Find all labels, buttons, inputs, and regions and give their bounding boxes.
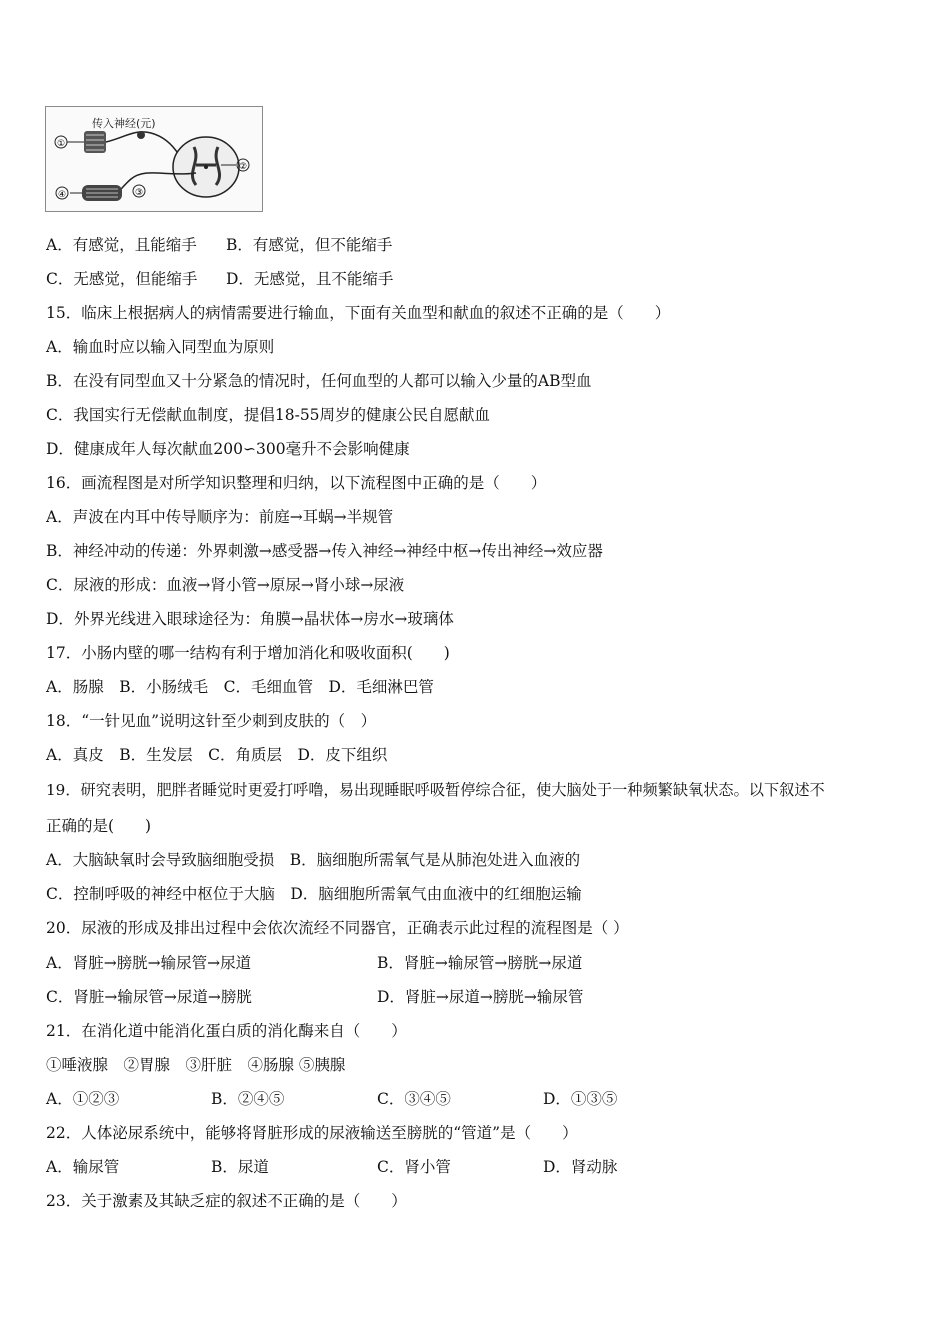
q19-stem-line1: 19．研究表明，肥胖者睡觉时更爱打呼噜，易出现睡眠呼吸暂停综合征，使大脑处于一种频繁缺氧状态。以下叙述不 [46, 781, 825, 799]
figure-label-1: ① [56, 139, 66, 149]
q15-option-b: B．在没有同型血又十分紧急的情况时，任何血型的人都可以输入少量的AB型血 [46, 372, 592, 390]
reflex-arc-diagram [46, 107, 262, 211]
q22-option-c: C．肾小管 [377, 1158, 451, 1176]
q16-option-c: C．尿液的形成：血液→肾小管→原尿→肾小球→尿液 [46, 576, 405, 594]
q22-option-a: A．输尿管 [46, 1158, 120, 1176]
q17-stem: 17．小肠内壁的哪一结构有利于增加消化和吸收面积( ) [46, 644, 450, 662]
q18-options: A．真皮 B．生发层 C．角质层 D．皮下组织 [46, 746, 388, 764]
figure-label-2: ② [238, 162, 248, 172]
q20-option-b: B．肾脏→输尿管→膀胱→尿道 [377, 954, 583, 972]
q19-options-ab: A．大脑缺氧时会导致脑细胞受损 B．脑细胞所需氧气是从肺泡处进入血液的 [46, 851, 581, 869]
q21-items: ①唾液腺 ②胃腺 ③肝脏 ④肠腺 ⑤胰腺 [46, 1056, 346, 1074]
q15-option-a: A．输血时应以输入同型血为原则 [46, 338, 275, 356]
q15-stem: 15．临床上根据病人的病情需要进行输血，下面有关血型和献血的叙述不正确的是（ ） [46, 304, 671, 322]
figure-label-3: ③ [134, 188, 144, 198]
q16-option-a: A．声波在内耳中传导顺序为：前庭→耳蜗→半规管 [46, 508, 394, 526]
q14-option-d: D．无感觉，且不能缩手 [226, 270, 394, 288]
q21-stem: 21．在消化道中能消化蛋白质的消化酶来自（ ） [46, 1022, 407, 1040]
q18-stem: 18．“一针见血”说明这针至少刺到皮肤的（ ） [46, 712, 377, 730]
q19-options-cd: C．控制呼吸的神经中枢位于大脑 D．脑细胞所需氧气由血液中的红细胞运输 [46, 885, 582, 903]
q22-option-b: B．尿道 [211, 1158, 269, 1176]
q14-option-c: C．无感觉，但能缩手 [46, 270, 198, 288]
q21-option-d: D．①③⑤ [543, 1090, 618, 1108]
reflex-arc-figure [45, 106, 263, 212]
q20-option-c: C．肾脏→输尿管→尿道→膀胱 [46, 988, 252, 1006]
q20-option-a: A．肾脏→膀胱→输尿管→尿道 [46, 954, 252, 972]
q22-stem: 22．人体泌尿系统中，能够将肾脏形成的尿液输送至膀胱的“管道”是（ ） [46, 1124, 578, 1142]
q16-stem: 16．画流程图是对所学知识整理和归纳，以下流程图中正确的是（ ） [46, 474, 547, 492]
figure-label-4: ④ [57, 190, 67, 200]
q16-option-b: B．神经冲动的传递：外界刺激→感受器→传入神经→神经中枢→传出神经→效应器 [46, 542, 603, 560]
q16-option-d: D．外界光线进入眼球途径为：角膜→晶状体→房水→玻璃体 [46, 610, 454, 628]
q22-option-d: D．肾动脉 [543, 1158, 618, 1176]
q21-option-c: C．③④⑤ [377, 1090, 451, 1108]
q15-option-c: C．我国实行无偿献血制度，提倡18-55周岁的健康公民自愿献血 [46, 406, 491, 424]
q14-option-a: A．有感觉，且能缩手 [46, 236, 197, 254]
q20-option-d: D．肾脏→尿道→膀胱→输尿管 [377, 988, 584, 1006]
q20-stem: 20．尿液的形成及排出过程中会依次流经不同器官，正确表示此过程的流程图是（ ） [46, 919, 629, 937]
q21-option-a: A．①②③ [46, 1090, 120, 1108]
q14-option-b: B．有感觉，但不能缩手 [226, 236, 393, 254]
q23-stem: 23．关于激素及其缺乏症的叙述不正确的是（ ） [46, 1192, 407, 1210]
q17-options: A．肠腺 B．小肠绒毛 C．毛细血管 D．毛细淋巴管 [46, 678, 434, 696]
q21-option-b: B．②④⑤ [211, 1090, 285, 1108]
q19-stem-line2: 正确的是( ) [46, 817, 152, 835]
q15-option-d: D．健康成年人每次献血200∽300毫升不会影响健康 [46, 440, 410, 458]
figure-caption: 传入神经(元) [92, 117, 156, 130]
